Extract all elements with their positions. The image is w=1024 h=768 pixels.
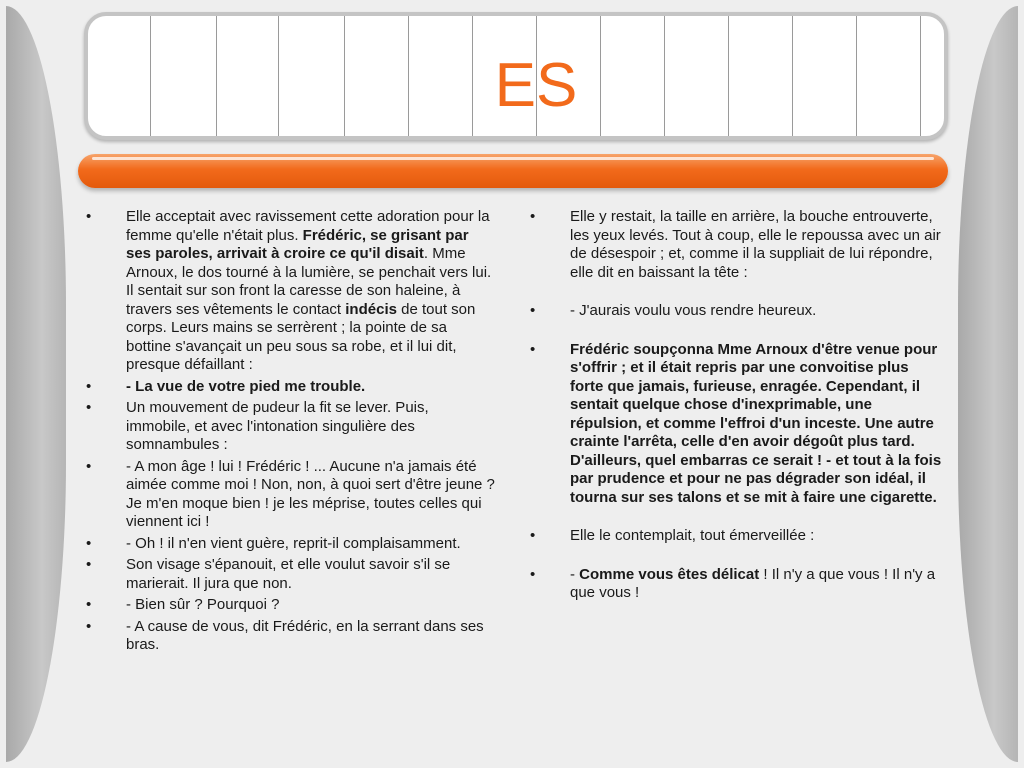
list-item: • Un mouvement de pudeur la fit se lever. Puis, immobile, et avec l'intonation singulière des somnambules : [86, 399, 429, 453]
bullet-icon: • [86, 377, 92, 395]
list-item: • - Comme vous êtes délicat ! Il n'y a que vous ! Il n'y a que vous ! [530, 565, 936, 601]
list-item: • Son visage s'épanouit, et elle voulut savoir s'il se marierait. Il jura que non. [86, 556, 451, 592]
bullet-icon: • [530, 302, 536, 319]
list-item: • - A cause de vous, dit Frédéric, en la serrant dans ses bras. [86, 617, 484, 653]
list-item: • Elle y restait, la taille en arrière, la bouche entrouverte, les yeux levés. Tout à coup, elle le repoussa avec un air de désespoir ; et, comme il la suppliait de lui répondre, elle dit en baissant la tête : [530, 208, 941, 281]
right-side-decoration [958, 6, 1018, 762]
left-text-column [86, 208, 496, 658]
list-item: • - La vue de votre pied me trouble. [86, 377, 366, 395]
left-side-decoration [6, 6, 66, 762]
bullet-icon: • [86, 457, 92, 475]
list-item: • Frédéric soupçonna Mme Arnoux d'être venue pour s'offrir ; et il était repris par une convoitise plus forte que jamais, furieuse, enragée. Cependant, il sentait quelque chose d'inexprimable, une répulsion, et comme l'effroi d'un inceste. Une autre crainte l'arrêta, celle d'en avoir dégoût plus tard. D'ailleurs, quel embarras ce serait ! - et tout à la fois par prudence et pour ne pas dégrader son idéal, il tourna sur ses talons et se mit à faire une cigarette. [530, 340, 942, 506]
bullet-icon: • [86, 534, 92, 552]
list-item: • - J'aurais voulu vous rendre heureux. [530, 302, 817, 319]
bullet-icon: • [530, 527, 536, 544]
bullet-icon: • [530, 565, 536, 583]
list-item: • Elle acceptait avec ravissement cette adoration pour la femme qu'elle n'était plus. Frédéric, se grisant par ses paroles, arrivait à croire ce qu'il disait. Mme Arnoux, le dos tourné à la lumière, se penchait vers lui. Il sentait sur son front la caresse de son haleine, à travers ses vêtements le contact indécis de tout son corps. Leurs mains se serrèrent ; la pointe de sa bottine s'avançait un peu sous sa robe, et il lui dit, presque défaillant : [86, 208, 492, 373]
bullet-icon: • [530, 340, 536, 358]
right-text-column [530, 208, 942, 621]
bullet-icon: • [86, 617, 92, 635]
list-item: • Elle le contemplait, tout émerveillée : [530, 527, 815, 544]
bullet-icon: • [86, 596, 92, 613]
list-item: • - Bien sûr ? Pourquoi ? [86, 596, 280, 613]
slide-title: ES [494, 51, 578, 120]
title-banner [84, 12, 948, 140]
orange-divider-bar [78, 154, 948, 188]
bullet-icon: • [86, 208, 92, 225]
list-item: • - Oh ! il n'en vient guère, reprit-il complaisamment. [86, 534, 461, 552]
bullet-icon: • [86, 556, 92, 573]
bullet-icon: • [530, 208, 536, 225]
bullet-icon: • [86, 399, 92, 416]
list-item: • - A mon âge ! lui ! Frédéric ! ... Aucune n'a jamais été aimée comme moi ! Non, non, à quoi sert d'être jeune ? Je m'en moque bien ! je les méprise, toutes celles qui viennent ici ! [86, 457, 495, 530]
